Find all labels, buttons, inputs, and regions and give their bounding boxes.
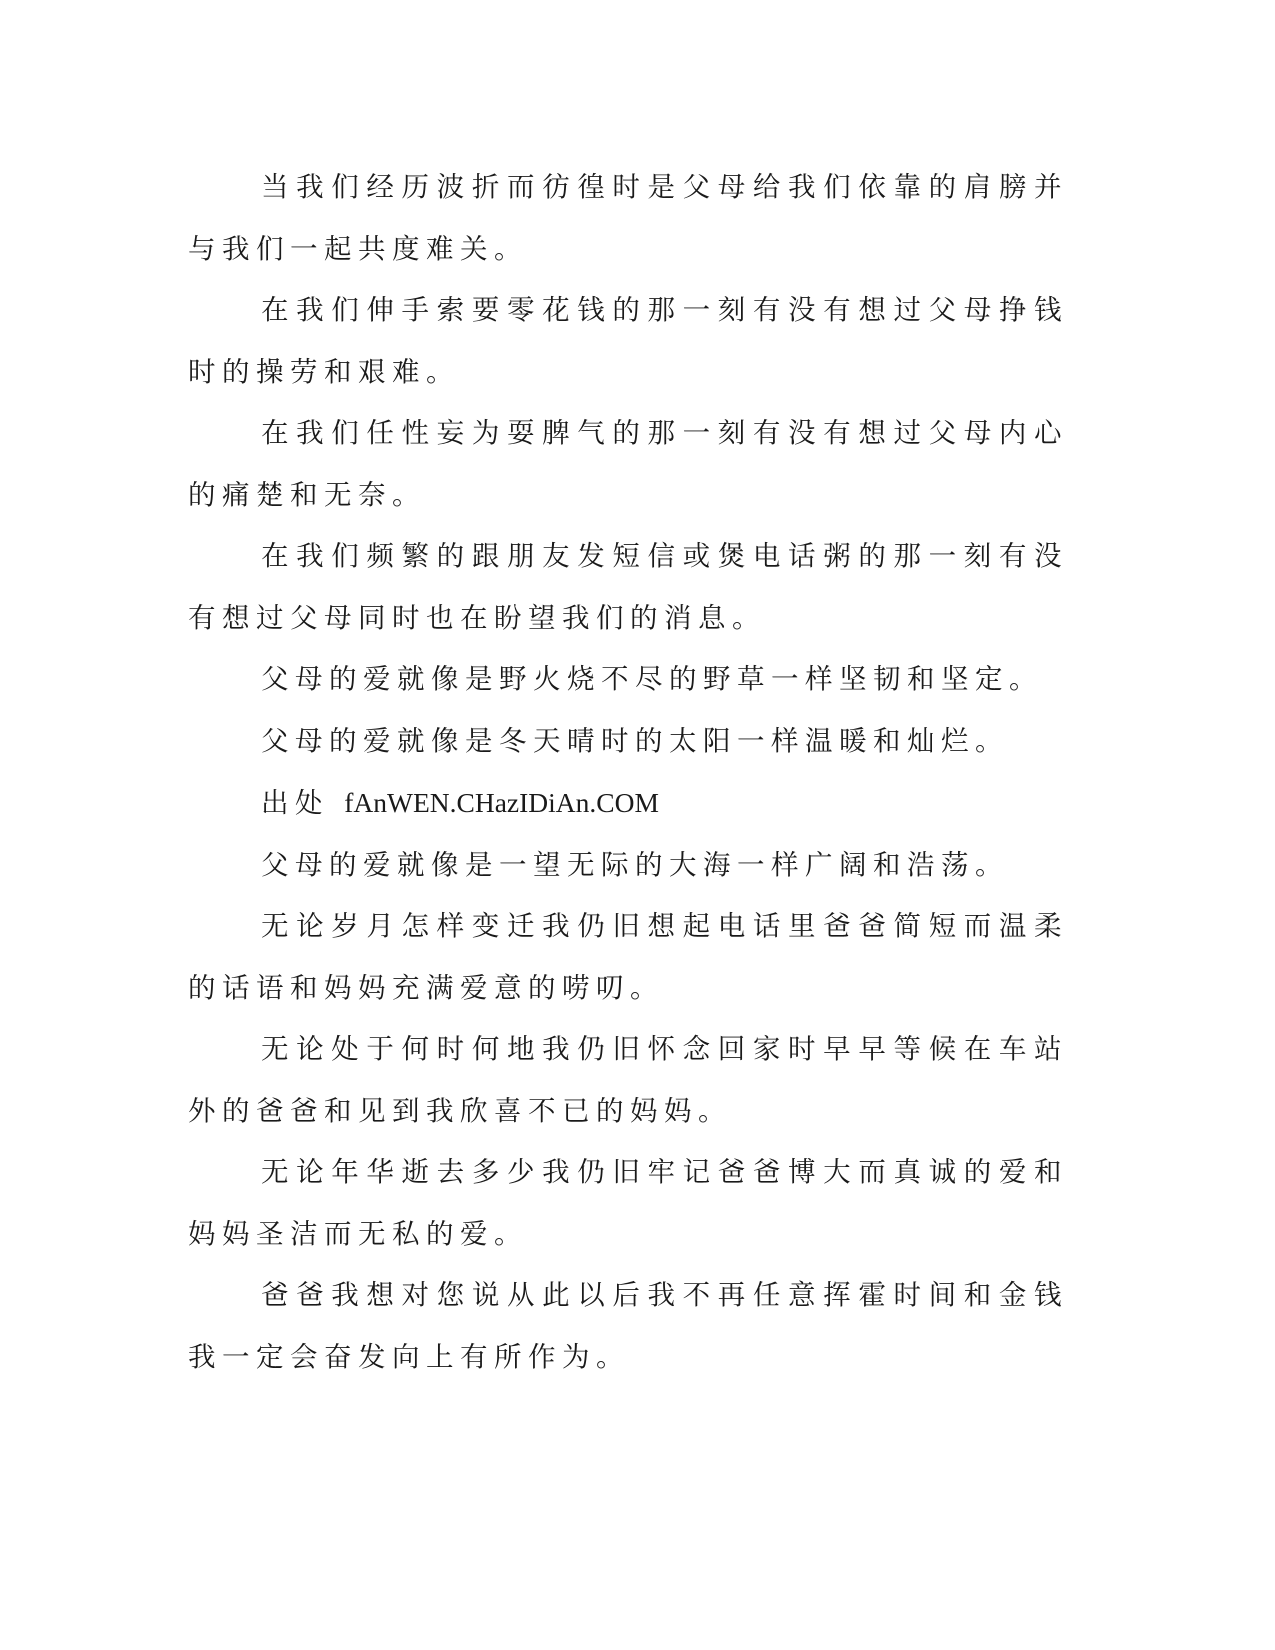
paragraph-1: 当我们经历波折而彷徨时是父母给我们依靠的肩膀并与我们一起共度难关。: [188, 171, 1068, 265]
paragraph-3: 在我们任性妄为耍脾气的那一刻有没有想过父母内心的痛楚和无奈。: [188, 417, 1068, 511]
paragraph-7: 父母的爱就像是一望无际的大海一样广阔和浩荡。: [261, 848, 1009, 881]
paragraph-4: 在我们频繁的跟朋友发短信或煲电话粥的那一刻有没有想过父母同时也在盼望我们的消息。: [188, 540, 1068, 634]
paragraph-9: 无论处于何时何地我仍旧怀念回家时早早等候在车站外的爸爸和见到我欣喜不已的妈妈。: [188, 1033, 1068, 1127]
paragraph-11: 爸爸我想对您说从此以后我不再任意挥霍时间和金钱我一定会奋发向上有所作为。: [188, 1279, 1068, 1373]
source-line: [188, 772, 1068, 835]
source-label: 出处: [261, 787, 345, 819]
paragraph-5: 父母的爱就像是野火烧不尽的野草一样坚韧和坚定。: [261, 663, 1043, 695]
document-body: [188, 157, 1068, 1388]
paragraph-8: 无论岁月怎样变迁我仍旧想起电话里爸爸简短而温柔的话语和妈妈充满爱意的唠叨。: [188, 910, 1068, 1004]
paragraph-10: 无论年华逝去多少我仍旧牢记爸爸博大而真诚的爱和妈妈圣洁而无私的爱。: [188, 1156, 1068, 1250]
paragraph-2: 在我们伸手索要零花钱的那一刻有没有想过父母挣钱时的操劳和艰难。: [188, 294, 1068, 388]
source-text: fAnWEN.CHazIDiAn.COM: [344, 787, 659, 818]
paragraph-6: 父母的爱就像是冬天晴时的太阳一样温暖和灿烂。: [261, 724, 1009, 757]
